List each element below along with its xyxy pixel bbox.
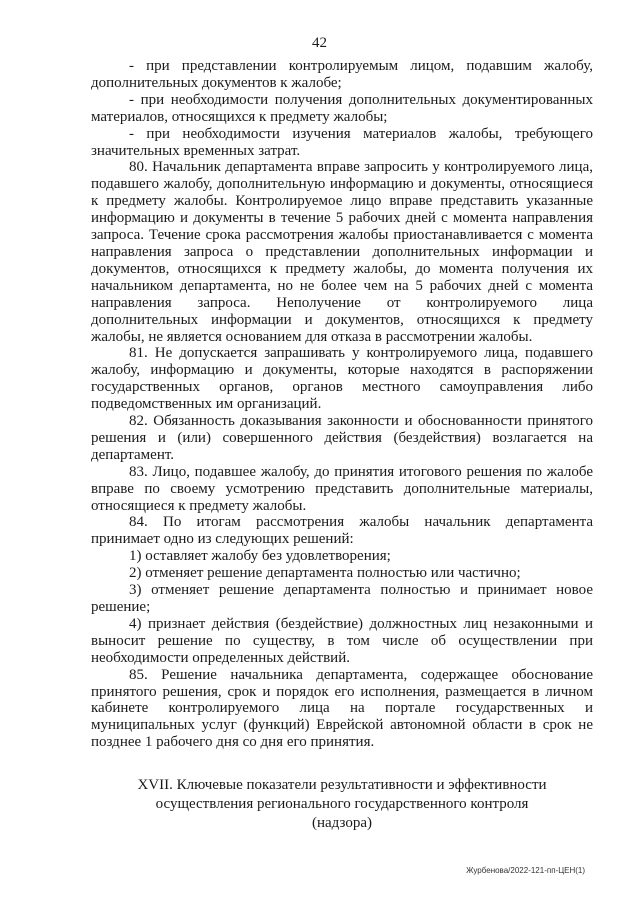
list-item: 1) оставляет жалобу без удовлетворения; <box>129 548 391 565</box>
page-number: 42 <box>312 35 327 51</box>
paragraph-80: 80. Начальник департамента вправе запросить у контролируемого лица, подавшего жалобу, дополнительную информацию и документы, относящиеся к предмету жалобы. Контролируемое лицо вправе представить указанные информацию и документы в течение 5 рабочих дней с момента направления запроса. Течение срока рассмотрения жалобы приостанавливается с момента направления запроса о представлении дополнительных информации и документов, относящихся к предмету жалобы, до момента получения их начальником департамента, но не более чем на 5 рабочих дней с момента направления запроса. Неполучение от контролируемого лица дополнительных информации и документов, относящихся к предмету жалобы, не является основанием для отказа в рассмотрении жалобы. <box>91 159 593 345</box>
paragraph-83: 83. Лицо, подавшее жалобу, до принятия итогового решения по жалобе вправе по своему усмотрению представить дополнительные материалы, относящиеся к предмету жалобы. <box>91 463 593 514</box>
section-heading-line: XVII. Ключевые показатели результативности и эффективности <box>137 777 547 793</box>
document-code: Журбенова/2022-121-пп-ЦЕН(1) <box>466 866 585 875</box>
section-heading-line: (надзора) <box>312 815 372 831</box>
body-text <box>91 58 593 751</box>
paragraph-85: 85. Решение начальника департамента, содержащее обоснование принятого решения, срок и порядок его исполнения, размещается в личном кабинете контролируемого лица на портале государственных и муниципальных услуг (функций) Еврейской автономной области в срок не позднее 1 рабочего дня со дня его принятия. <box>91 666 593 751</box>
paragraph: - при необходимости изучения материалов жалобы, требующего значительных временных затрат. <box>91 125 593 159</box>
section-heading <box>91 776 593 833</box>
section-heading-line: осуществления регионального государственного контроля <box>155 796 529 812</box>
paragraph: - при необходимости получения дополнительных документированных материалов, относящихся к предмету жалобы; <box>91 91 593 125</box>
paragraph-82: 82. Обязанность доказывания законности и обоснованности принятого решения и (или) совершенного действия (бездействия) возлагается на департамент. <box>91 413 593 463</box>
paragraph-81: 81. Не допускается запрашивать у контролируемого лица, подавшего жалобу, информацию и документы, которые находятся в распоряжении государственных органов, органов местного самоуправления либо подведомственных им организаций. <box>91 345 593 413</box>
paragraph: - при представлении контролируемым лицом, подавшим жалобу, дополнительных документов к жалобе; <box>91 58 593 91</box>
list-item: 4) признает действия (бездействие) должностных лиц незаконными и выносит решение по существу, в том числе об осуществлении при необходимости определенных действий. <box>91 615 593 666</box>
list-item: 2) отменяет решение департамента полностью или частично; <box>129 565 521 582</box>
list-item: 3) отменяет решение департамента полностью и принимает новое решение; <box>91 582 593 615</box>
paragraph-84: 84. По итогам рассмотрения жалобы начальник департамента принимает одно из следующих решений: <box>91 514 593 548</box>
